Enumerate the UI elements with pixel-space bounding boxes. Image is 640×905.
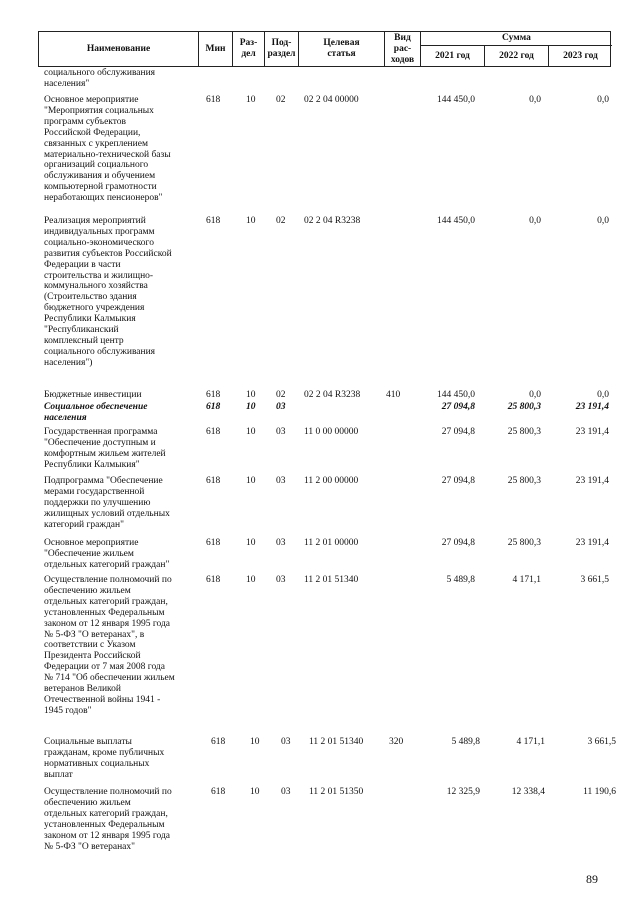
row-min: 618 [206, 427, 221, 437]
header-2021 [421, 46, 485, 67]
row-name: Основное мероприятие "Мероприятия социальных программ субъектов Российской Федерации, связанных с укреплением материально-технической базы организаций социального обслуживания и обучением компьютерной грамотности неработающих пенсионеров" [44, 95, 171, 204]
header-razdel [233, 32, 265, 66]
row-min: 618 [206, 390, 221, 400]
row-2021: 144 450,0 [437, 95, 475, 105]
row-target: 11 2 01 51340 [309, 737, 364, 747]
row-2021: 144 450,0 [437, 216, 475, 226]
header-razdel-label: Раз- дел [239, 38, 258, 59]
row-name: Подпрограмма "Обеспечение мерами государственной поддержки по улучшению жилищных условий отдельных категорий граждан" [44, 476, 170, 530]
row-name: Реализация мероприятий индивидуальных программ социально-экономического развития субъектов Российской Федерации в части строительства и жилищно- коммунального хозяйства (Строительство здания бюджетного учреждения Республики Калмыкия "Республиканский комплексный центр социального обслуживания населения") [44, 216, 172, 368]
row-target: 11 2 01 00000 [304, 538, 359, 548]
row-pod: 03 [276, 538, 286, 548]
row-razdel: 10 [246, 402, 256, 412]
row-pod: 03 [281, 787, 291, 797]
row-razdel: 10 [246, 427, 256, 437]
row-2022: 25 800,3 [507, 476, 541, 486]
header-name-label: Наименование [86, 43, 151, 54]
row-vid: 320 [389, 737, 404, 747]
row-2022: 25 800,3 [507, 427, 541, 437]
row-target: 11 2 00 00000 [304, 476, 359, 486]
row-2021: 5 489,8 [446, 575, 475, 585]
header-2022-label: 2022 год [499, 51, 534, 61]
row-razdel: 10 [246, 538, 256, 548]
page-number: 89 [586, 872, 598, 886]
row-2021: 5 489,8 [451, 737, 480, 747]
row-vid: 410 [386, 390, 401, 400]
row-2021: 27 094,8 [441, 476, 475, 486]
header-podrazdel [265, 32, 299, 66]
header-target-label: Целевая статья [323, 38, 360, 59]
row-2022: 4 171,1 [512, 575, 541, 585]
row-name: Социальные выплаты гражданам, кроме публичных нормативных социальных выплат [44, 737, 165, 780]
row-2022: 0,0 [529, 95, 541, 105]
row-pod: 03 [276, 427, 286, 437]
header-target [299, 32, 385, 66]
row-pod: 03 [276, 402, 286, 412]
row-target: 11 2 01 51350 [309, 787, 364, 797]
header-sum [421, 32, 612, 46]
row-2021: 12 325,9 [446, 787, 480, 797]
row-name: Социальное обеспечение населения [44, 402, 148, 423]
row-name: социального обслуживания населения" [44, 68, 156, 89]
row-razdel: 10 [246, 216, 256, 226]
header-2021-label: 2021 год [435, 51, 470, 61]
row-pod: 03 [281, 737, 291, 747]
row-name: Осуществление полномочий по обеспечению жильем отдельных категорий граждан, установленных Федеральным законом от 12 января 1995 года № 5-ФЗ "О ветеранах", в соответствии с Указом Президента Российской Федерации от 7 мая 2008 года № 714 "Об обеспечении жильем ветеранов Великой Отечественной войны 1941 - 1945 годов" [44, 575, 175, 716]
row-2021: 27 094,8 [441, 402, 475, 412]
row-2023: 11 190,6 [583, 787, 616, 797]
row-pod: 03 [276, 476, 286, 486]
row-2023: 0,0 [597, 390, 609, 400]
row-2023: 3 661,5 [580, 575, 609, 585]
row-razdel: 10 [246, 95, 256, 105]
header-vid [385, 32, 421, 66]
row-pod: 02 [276, 95, 286, 105]
row-2021: 27 094,8 [441, 538, 475, 548]
row-min: 618 [206, 95, 221, 105]
header-podrazdel-label: Под- раздел [267, 38, 296, 59]
row-2023: 0,0 [597, 95, 609, 105]
row-min: 618 [206, 216, 221, 226]
row-2021: 27 094,8 [441, 427, 475, 437]
row-2023: 23 191,4 [575, 402, 609, 412]
row-name: Государственная программа "Обеспечение доступным и комфортным жильем жителей Республики Калмыкия" [44, 427, 166, 470]
row-target: 02 2 04 R3238 [304, 216, 361, 226]
row-2023: 23 191,4 [575, 538, 609, 548]
row-2023: 23 191,4 [575, 427, 609, 437]
row-min: 618 [206, 538, 221, 548]
row-name: Осуществление полномочий по обеспечению жильем отдельных категорий граждан, установленных Федеральным законом от 12 января 1995 года № 5-ФЗ "О ветеранах" [44, 787, 172, 852]
header-2022 [485, 46, 549, 67]
row-2022: 25 800,3 [507, 538, 541, 548]
row-pod: 03 [276, 575, 286, 585]
row-razdel: 10 [246, 390, 256, 400]
row-target: 02 2 04 R3238 [304, 390, 361, 400]
row-2023: 0,0 [597, 216, 609, 226]
header-name [39, 32, 199, 66]
row-min: 618 [211, 737, 226, 747]
row-2021: 144 450,0 [437, 390, 475, 400]
row-2023: 3 661,5 [587, 737, 616, 747]
row-razdel: 10 [250, 787, 260, 797]
row-2022: 12 338,4 [511, 787, 545, 797]
header-2023-label: 2023 год [563, 51, 598, 61]
row-target: 11 0 00 00000 [304, 427, 359, 437]
header-2023 [549, 46, 612, 67]
header-vid-label: Вид рас- ходов [390, 32, 415, 65]
row-pod: 02 [276, 390, 286, 400]
table-header [38, 31, 611, 67]
row-2022: 0,0 [529, 390, 541, 400]
row-razdel: 10 [246, 575, 256, 585]
row-name: Бюджетные инвестиции [44, 390, 142, 400]
row-min: 618 [206, 575, 221, 585]
row-target: 11 2 01 51340 [304, 575, 359, 585]
row-razdel: 10 [250, 737, 260, 747]
row-2022: 25 800,3 [507, 402, 541, 412]
row-min: 618 [206, 402, 221, 412]
row-2022: 4 171,1 [516, 737, 545, 747]
row-2022: 0,0 [529, 216, 541, 226]
row-pod: 02 [276, 216, 286, 226]
row-name: Основное мероприятие "Обеспечение жильем отдельных категорий граждан" [44, 538, 170, 570]
row-target: 02 2 04 00000 [304, 95, 359, 105]
row-min: 618 [206, 476, 221, 486]
header-min-label: Мин [205, 43, 226, 54]
row-razdel: 10 [246, 476, 256, 486]
row-2023: 23 191,4 [575, 476, 609, 486]
header-min [199, 32, 233, 66]
header-sum-label: Сумма [502, 33, 531, 43]
row-min: 618 [211, 787, 226, 797]
